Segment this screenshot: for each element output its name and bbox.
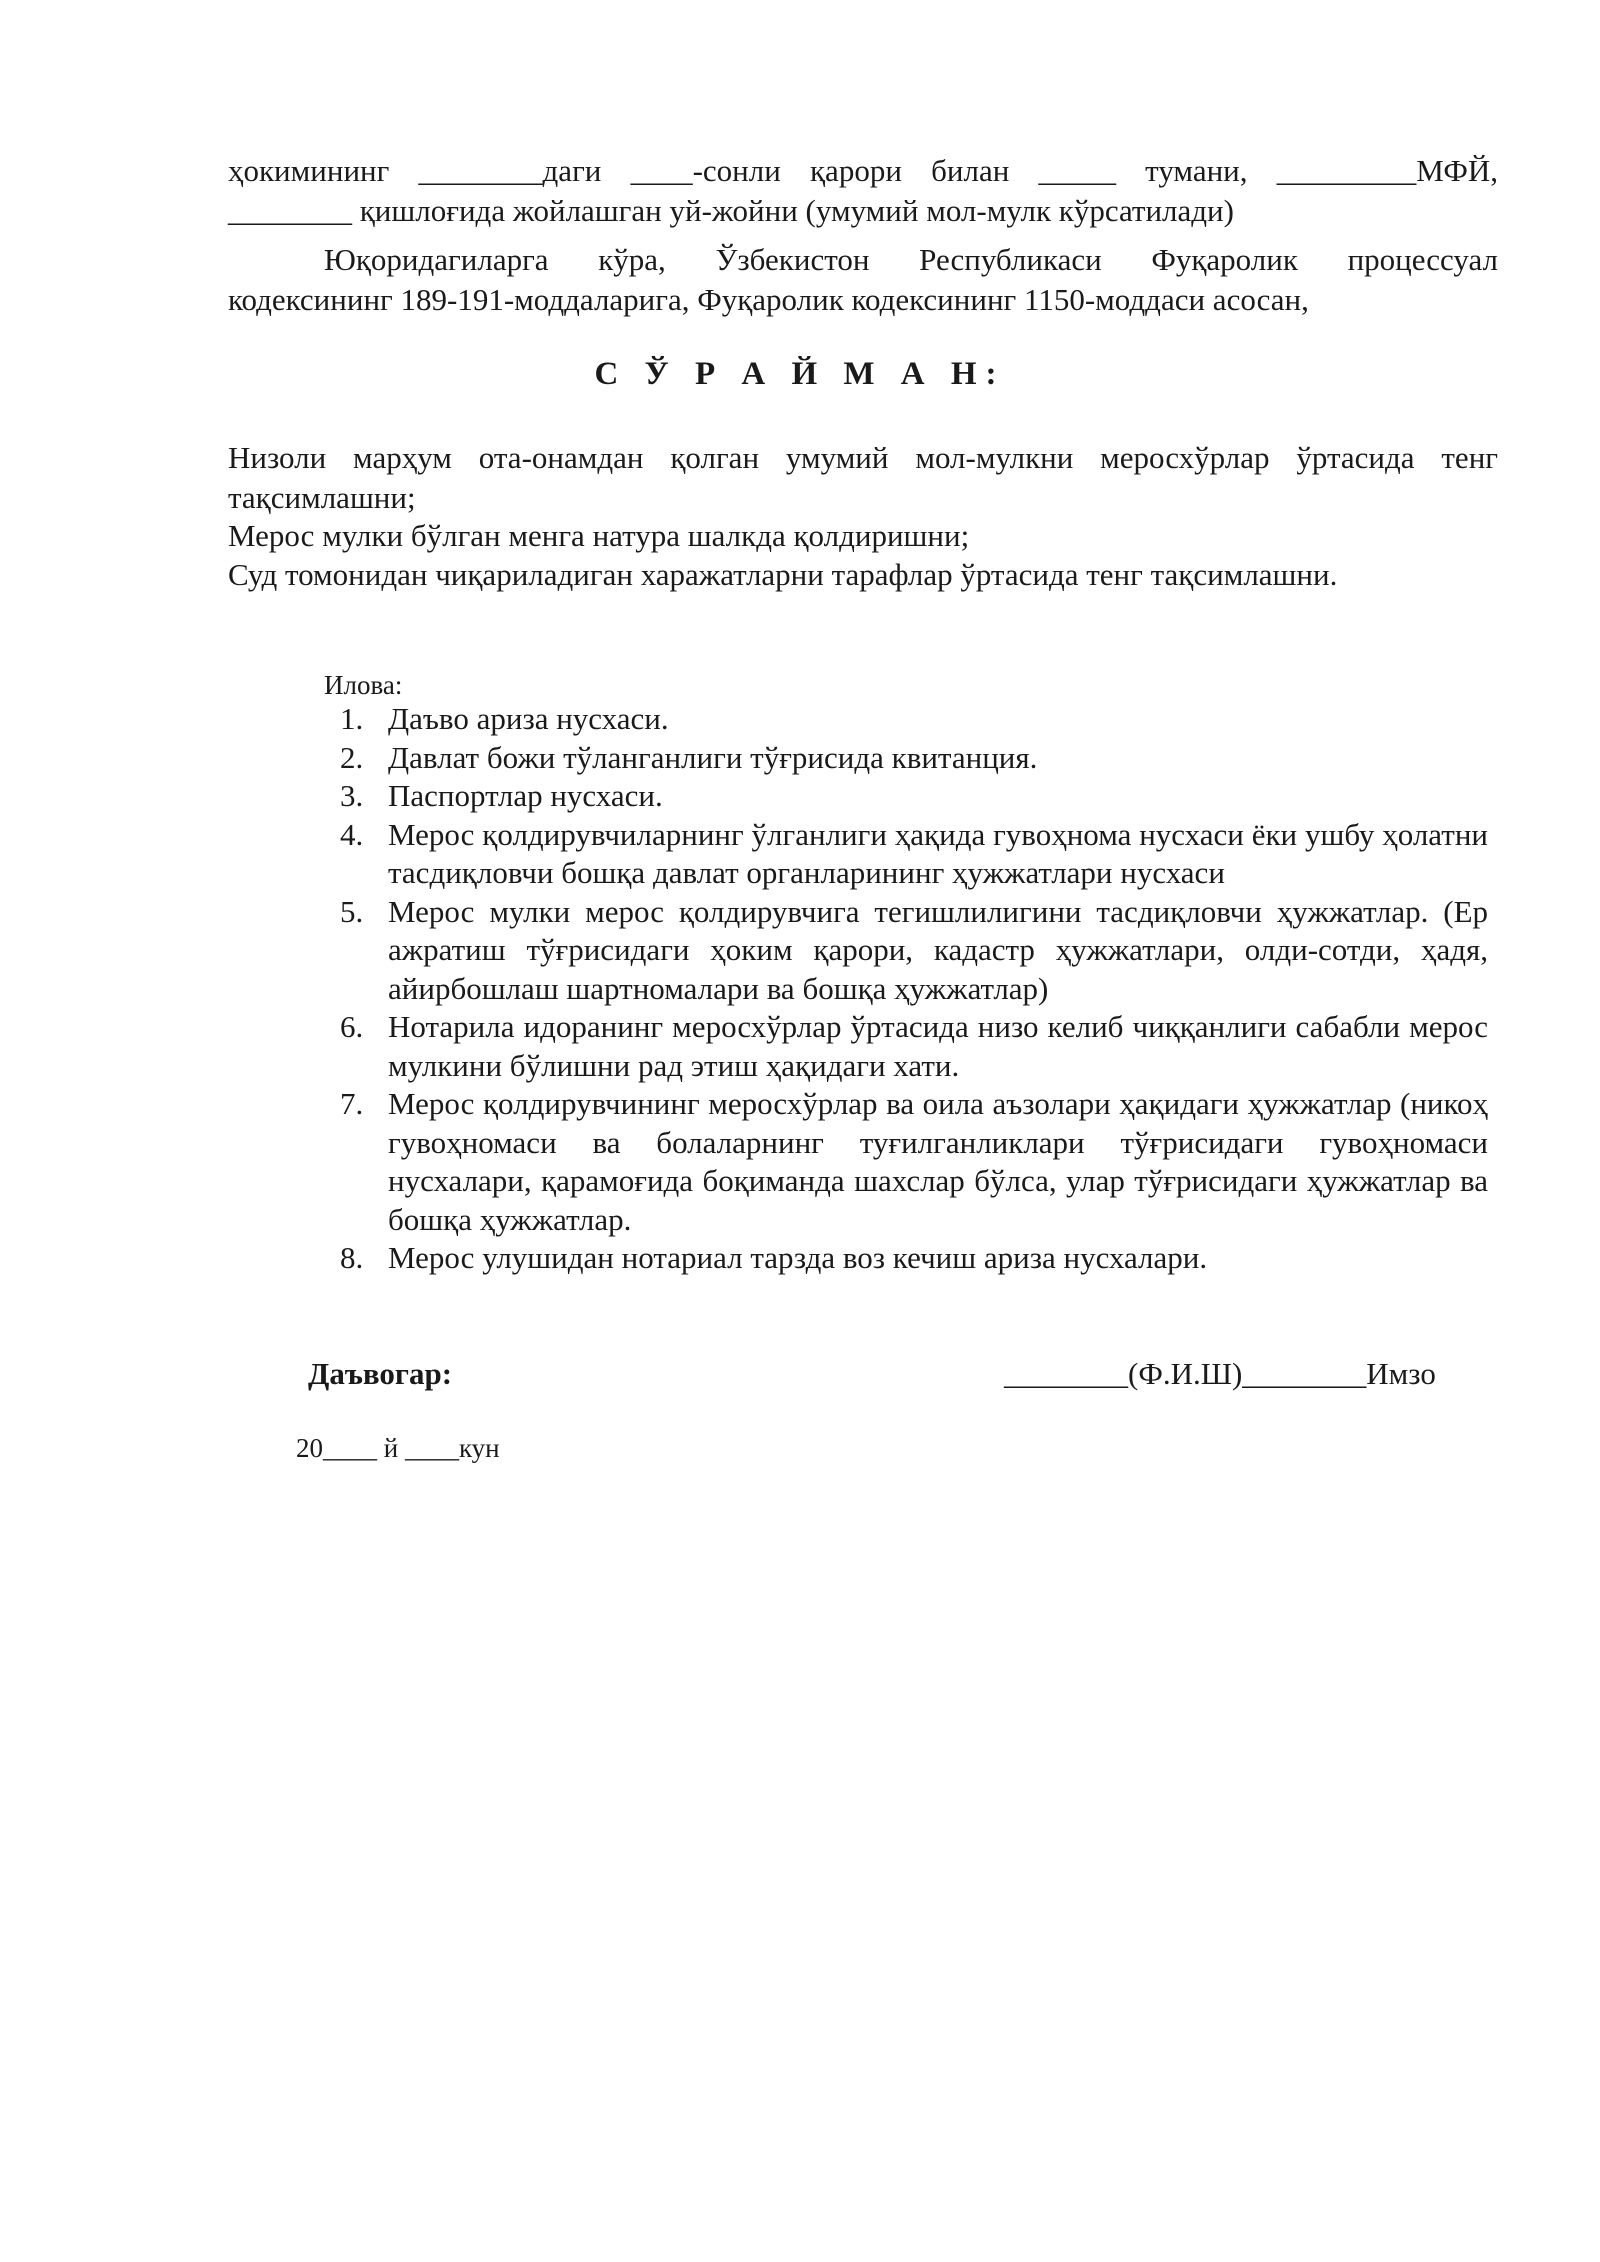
attachment-item: [324, 1008, 1488, 1085]
attachment-number: 5.: [340, 893, 364, 929]
attachment-number: 7.: [340, 1086, 364, 1121]
attachments-list: [324, 700, 1488, 1278]
request-heading: С Ў Р А Й М А Н:: [594, 356, 1006, 392]
legal-basis-paragraph: [228, 240, 1498, 320]
attachment-item: [324, 739, 1488, 778]
legal-basis-line-2: кодексининг 189-191-моддаларига, Фуқаролик кодексининг 1150-моддаси асосан,: [228, 282, 1309, 317]
attachment-item: [324, 1085, 1488, 1239]
signature-line: ________(Ф.И.Ш)________Имзо: [1004, 1356, 1436, 1391]
attachment-item: [324, 816, 1488, 893]
plaintiff-label: Даъвогар:: [308, 1356, 453, 1391]
request-item-3: Суд томонидан чиқариладиган харажатларни тарафлар ўртасида тенг тақсимлашни.: [228, 557, 1338, 592]
attachments-label: Илова:: [324, 670, 403, 700]
intro-paragraph: [228, 151, 1498, 231]
attachment-text: Давлат божи тўланганлиги тўғрисида квитанция.: [388, 739, 1038, 775]
attachment-number: 4.: [340, 816, 364, 852]
intro-line-1: ҳокимининг ________даги ____-сонли қарори билан _____ тумани, _________МФЙ,: [228, 153, 1498, 188]
attachment-text: Паспортлар нусхаси.: [388, 778, 663, 813]
attachment-text: Даъво ариза нусхаси.: [388, 701, 669, 736]
attachment-item: [324, 1239, 1488, 1278]
attachment-text: Мерос мулки мерос қолдирувчига тегишлилигини тасдиқловчи ҳужжатлар. (Ер ажратиш тўғрисидаги ҳоким қарори, кадастр ҳужжатлари, олди-сотди, ҳадя, айирбошлаш шартномалари ва бошқа ҳужжатлар): [388, 893, 1488, 1006]
date-line: 20____ й ____кун: [296, 1433, 500, 1463]
request-item-1: Низоли марҳум ота-онамдан қолган умумий мол-мулкни меросхўрлар ўртасида тенг тақсимлашни;: [228, 440, 1498, 515]
attachment-text: Мерос қолдирувчиларнинг ўлганлиги ҳақида гувоҳнома нусхаси ёки ушбу ҳолатни тасдиқловчи бошқа давлат органларининг ҳужжатлари нусхаси: [388, 816, 1488, 890]
attachment-number: 1.: [340, 701, 364, 736]
attachment-number: 8.: [340, 1240, 364, 1275]
attachment-number: 3.: [340, 778, 364, 813]
attachment-text: Мерос улушидан нотариал тарзда воз кечиш ариза нусхалари.: [388, 1240, 1208, 1275]
intro-line-2: ________ қишлоғида жойлашган уй-жойни (умумий мол-мулк кўрсатилади): [228, 193, 1234, 228]
request-item-2: Мерос мулки бўлган менга натура шалкда қолдиришни;: [228, 518, 970, 553]
attachment-number: 6.: [340, 1009, 364, 1044]
legal-basis-line-1: Юқоридагиларга кўра, Ўзбекистон Республикаси Фуқаролик процессуал: [324, 242, 1498, 277]
attachment-text: Нотарила идоранинг меросхўрлар ўртасида низо келиб чиққанлиги сабабли мерос мулкини бўлишни рад этиш ҳақидаги хати.: [388, 1009, 1488, 1083]
attachment-number: 2.: [340, 739, 364, 775]
attachment-item: [324, 893, 1488, 1009]
attachment-item: [324, 777, 1488, 816]
attachment-text: Мерос қолдирувчининг меросхўрлар ва оила аъзолари ҳақидаги ҳужжатлар (никоҳ гувоҳномаси ва болаларнинг туғилганликлари тўғрисидаги гувоҳномаси нусхалари, қарамоғида боқиманда шахслар бўлса, улар тўғрисидаги ҳужжатлар ва бошқа ҳужжатлар.: [388, 1086, 1488, 1237]
attachment-item: [324, 700, 1488, 739]
